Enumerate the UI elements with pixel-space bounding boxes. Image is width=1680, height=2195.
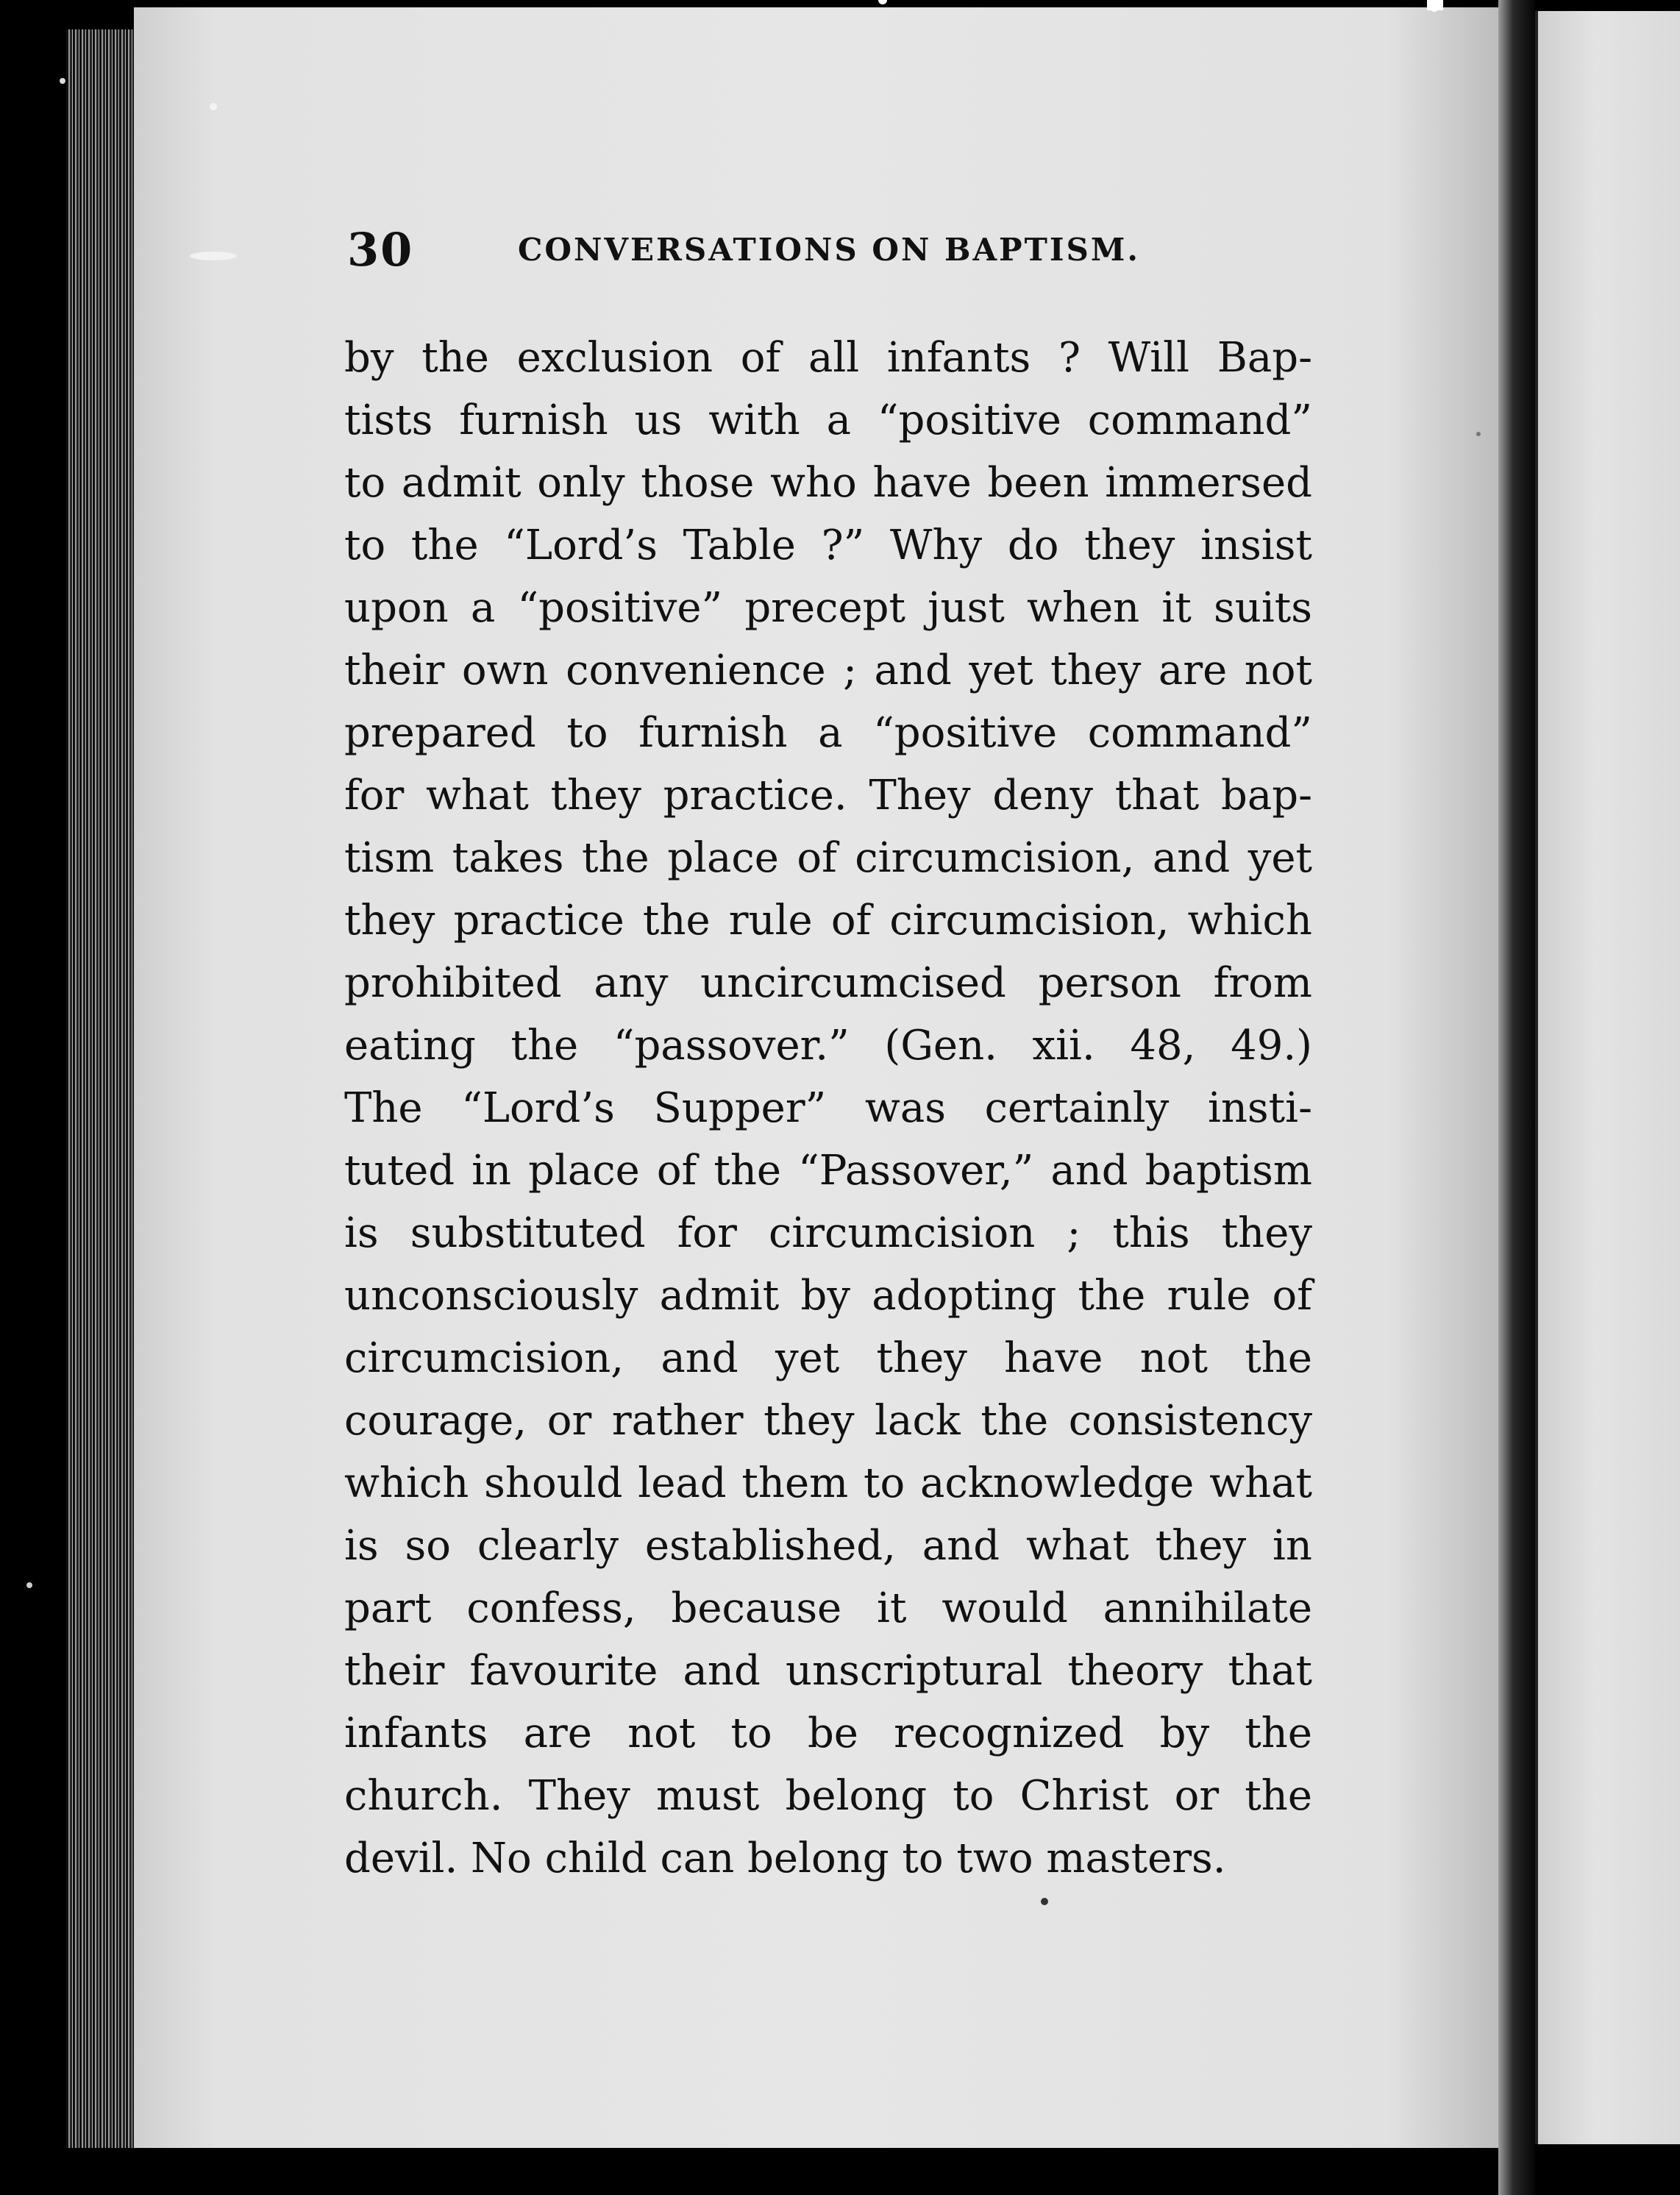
text-line: is so clearly established, and what they in: [344, 1522, 1312, 1570]
text-line: courage, or rather they lack the consistency: [344, 1397, 1312, 1445]
text-line: their favourite and unscriptural theory that: [344, 1647, 1312, 1695]
text-line: which should lead them to acknowledge what: [344, 1459, 1312, 1507]
running-title: CONVERSATIONS ON BAPTISM.: [518, 232, 1140, 268]
text-line: The “Lord’s Supper” was certainly insti-: [344, 1084, 1312, 1132]
text-line: prohibited any uncircumcised person from: [344, 959, 1312, 1007]
text-line: to admit only those who have been immersed: [344, 459, 1312, 507]
text-line: tism takes the place of circumcision, and yet: [344, 834, 1312, 882]
text-line: for what they practice. They deny that bap-: [344, 772, 1312, 819]
text-line: unconsciously admit by adopting the rule of: [344, 1272, 1312, 1320]
text-line: by the exclusion of all infants ? Will Bap-: [344, 334, 1312, 382]
text-line: upon a “positive” precept just when it suits: [344, 584, 1312, 632]
text-line: devil. No child can belong to two masters.: [344, 1835, 1226, 1882]
text-line: church. They must belong to Christ or the: [344, 1772, 1312, 1820]
text-line: part confess, because it would annihilate: [344, 1584, 1312, 1632]
body-text: [344, 327, 1312, 1890]
page-number: 30: [347, 223, 414, 277]
text-line: they practice the rule of circumcision, which: [344, 897, 1312, 944]
text-line: circumcision, and yet they have not the: [344, 1334, 1312, 1382]
text-line: tuted in place of the “Passover,” and baptism: [344, 1147, 1312, 1195]
text-line: to the “Lord’s Table ?” Why do they insist: [344, 522, 1312, 569]
running-head: [347, 223, 1318, 282]
text-line: eating the “passover.” (Gen. xii. 48, 49.): [344, 1022, 1312, 1070]
text-line: infants are not to be recognized by the: [344, 1710, 1312, 1757]
text-line: is substituted for circumcision ; this they: [344, 1209, 1312, 1257]
text-line: their own convenience ; and yet they are not: [344, 647, 1312, 694]
text-line: prepared to furnish a “positive command”: [344, 709, 1312, 757]
text-line: tists furnish us with a “positive command”: [344, 396, 1312, 444]
